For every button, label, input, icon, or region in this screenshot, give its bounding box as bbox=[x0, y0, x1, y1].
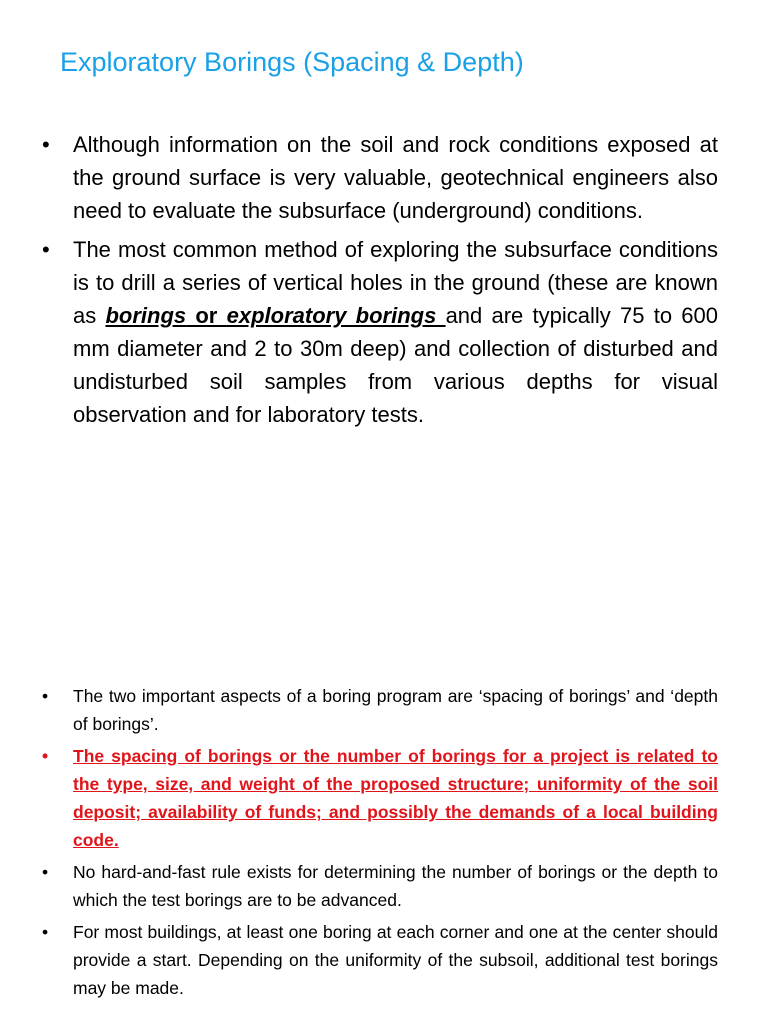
upper-bullet-list bbox=[42, 128, 718, 437]
highlight-text: The spacing of borings or the number of borings for a project is related to the type, size, and weight of the proposed structure; uniformity of the soil deposit; availability of funds; and possibly the demands of a local building code. bbox=[73, 746, 718, 850]
bullet-no-fixed-rule bbox=[42, 858, 718, 914]
bullet-marker: • bbox=[42, 746, 49, 766]
bullet-marker: • bbox=[42, 686, 49, 706]
bullet-marker: • bbox=[42, 132, 50, 157]
bullet-marker: • bbox=[42, 237, 50, 262]
bullet-text-end: and are typically 75 to 600 mm diameter and 2 to 30m deep) and collection of disturbed and undisturbed soil samples from various depths for visual observation and for laboratory tests. bbox=[73, 303, 718, 427]
bullet-text: The two important aspects of a boring program are ‘spacing of borings’ and ‘depth of borings’. bbox=[73, 686, 718, 734]
bullet-building-borings bbox=[42, 918, 718, 1002]
bullet-text: Although information on the soil and rock conditions exposed at the ground surface is very valuable, geotechnical engineers also need to evaluate the subsurface (underground) conditions. bbox=[73, 132, 718, 223]
bullet-text-start: The most common method of exploring the subsurface conditions is to drill a series of vertical holes in the ground (these are known as bbox=[73, 237, 718, 328]
emphasis-connector: or bbox=[186, 303, 227, 328]
page-title: Exploratory Borings (Spacing & Depth) bbox=[60, 47, 524, 77]
bullet-marker: • bbox=[42, 922, 49, 942]
bullet-text: No hard-and-fast rule exists for determining the number of borings or the depth to which the test borings are to be advanced. bbox=[73, 862, 718, 910]
bullet-boring-aspects bbox=[42, 682, 718, 738]
emphasis-borings: borings bbox=[105, 303, 187, 328]
bullet-marker: • bbox=[42, 862, 49, 882]
bullet-text: For most buildings, at least one boring at each corner and one at the center should provide a start. Depending on the uniformity of the subsoil, additional test borings may be made. bbox=[73, 922, 718, 998]
bullet-exploring-method bbox=[42, 233, 718, 431]
emphasis-exploratory-borings: exploratory borings bbox=[226, 303, 446, 328]
lower-bullet-list bbox=[42, 682, 718, 1006]
bullet-soil-conditions bbox=[42, 128, 718, 227]
bullet-spacing-highlight bbox=[42, 742, 718, 854]
